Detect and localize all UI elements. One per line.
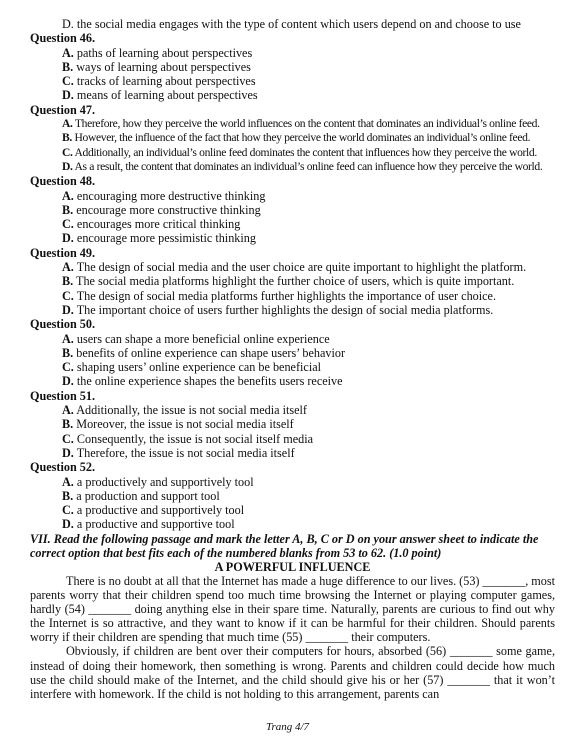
option-b: B. The social media platforms highlight the further choice of users, which is quite important. <box>62 274 515 289</box>
option-b: B. However, the influence of the fact that how they perceive the world dominates an individual’s online feed. <box>62 131 531 145</box>
option-c: C. The design of social media platforms further highlights the importance of user choice. <box>62 288 497 303</box>
option-a: A. Therefore, how they perceive the world influences on the content that dominates an individual’s online feed. <box>62 117 540 131</box>
passage-paragraph: There is no doubt at all that the Internet has made a huge difference to our lives. (53) _______, most parents worry that their children spend too much time browsing the Internet or playing computer games, hardly (54) _______ doing anything else in their spare time. Naturally, parents are curious to find out why the Internet is so attractive, and they want to know if it can be harmful for their children. Should parents worry if their children are spending that much time (55) _______ their computers. <box>30 573 555 645</box>
passage-title: A POWERFUL INFLUENCE <box>214 559 371 574</box>
option-a: A. encouraging more destructive thinking <box>62 188 266 203</box>
option-d: D. the online experience shapes the benefits users receive <box>62 374 343 389</box>
question-title: Question 48. <box>30 174 96 189</box>
option-d: D. As a result, the content that dominates an individual’s online feed can influence how they perceive the world. <box>62 159 543 173</box>
option-d: D. The important choice of users further highlights the design of social media platforms. <box>62 302 494 317</box>
option-a: A. users can shape a more beneficial online experience <box>62 331 330 346</box>
question-46 <box>30 31 555 102</box>
option-b: B. ways of learning about perspectives <box>62 59 251 74</box>
option-c: C. shaping users’ online experience can be beneficial <box>62 360 321 375</box>
question-title: Question 51. <box>30 388 96 403</box>
question-title: Question 49. <box>30 245 96 260</box>
option-b: B. Moreover, the issue is not social media itself <box>62 417 294 432</box>
option-a: A. The design of social media and the user choice are quite important to highlight the platform. <box>62 260 527 275</box>
page-number: Trang 4/7 <box>265 721 310 733</box>
option-b: B. benefits of online experience can shape users’ behavior <box>62 345 346 360</box>
question-title: Question 46. <box>30 31 96 46</box>
question-50 <box>30 317 555 388</box>
option-c: C. encourages more critical thinking <box>62 217 241 232</box>
question-title: Question 50. <box>30 317 96 332</box>
option-c: C. Additionally, an individual’s online feed dominates the content that influences how they perceive the world. <box>62 145 537 159</box>
option-d: D. means of learning about perspectives <box>62 88 258 103</box>
question-48 <box>30 174 555 245</box>
option-a: A. Additionally, the issue is not social media itself <box>62 403 307 418</box>
option-c: C. tracks of learning about perspectives <box>62 74 256 89</box>
question-title: Question 52. <box>30 460 96 475</box>
question-52 <box>30 460 555 531</box>
option-c: C. Consequently, the issue is not social itself media <box>62 431 314 446</box>
option-d: D. encourage more pessimistic thinking <box>62 231 256 246</box>
option-a: A. a productively and supportively tool <box>62 474 254 489</box>
previous-option-d: D. the social media engages with the type of content which users depend on and choose to use <box>62 17 521 31</box>
option-c: C. a productive and supportively tool <box>62 503 245 518</box>
question-list <box>30 31 555 531</box>
option-d: D. Therefore, the issue is not social media itself <box>62 445 295 460</box>
question-title: Question 47. <box>30 102 96 117</box>
option-d: D. a productive and supportive tool <box>62 517 235 532</box>
question-51 <box>30 389 555 460</box>
question-49 <box>30 246 555 317</box>
option-b: B. a production and support tool <box>62 488 220 503</box>
question-47 <box>30 103 555 174</box>
passage-paragraph: Obviously, if children are bent over their computers for hours, absorbed (56) _______ some game, instead of doing their homework, then something is wrong. Parents and children could decide how much use the child should make of the Internet, and the child should give his or her (57) _______ that it won’t interfere with homework. If the child is not holding to this arrangement, parents can <box>30 644 555 701</box>
section-heading: VII. Read the following passage and mark the letter A, B, C or D on your answer sheet to indicate the correct option that best fits each of the numbered blanks from 53 to 62. (1.0 point) <box>30 531 539 560</box>
option-a: A. paths of learning about perspectives <box>62 45 253 60</box>
option-b: B. encourage more constructive thinking <box>62 202 261 217</box>
